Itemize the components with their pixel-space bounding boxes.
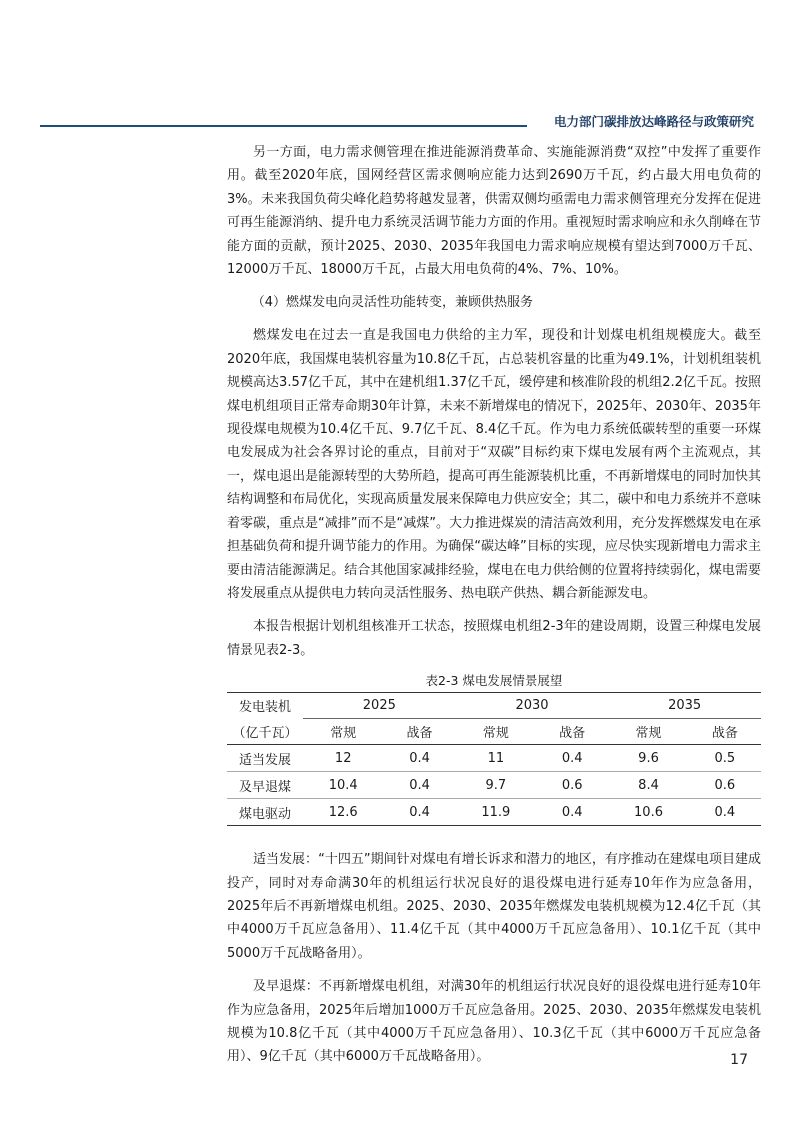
table-cell: 0.4 <box>383 772 455 799</box>
coal-scenario-table <box>227 692 761 826</box>
table-cell: 10.6 <box>608 799 688 826</box>
table-subcol-header: 战备 <box>689 719 761 745</box>
paragraph-scenarios-intro: 本报告根据计划机组核准开工状态，按照煤电机组2-3年的建设周期，设置三种煤电发展情景见表2-3。 <box>227 619 761 658</box>
table-subcol-header: 常规 <box>303 719 383 745</box>
table-cell: 0.4 <box>536 799 608 826</box>
table-cell: 9.6 <box>608 745 688 772</box>
page-number: 17 <box>730 1052 748 1068</box>
table-row-label: 及早退煤 <box>227 772 303 799</box>
table-cell: 0.4 <box>383 745 455 772</box>
header-rule <box>40 125 527 127</box>
table-year-header: 2035 <box>608 693 761 719</box>
table-cell: 0.6 <box>689 772 761 799</box>
table-subcol-header: 常规 <box>608 719 688 745</box>
page-body <box>227 141 761 1069</box>
table-row-label: 煤电驱动 <box>227 799 303 826</box>
table-year-header: 2025 <box>303 693 456 719</box>
table-cell: 9.7 <box>456 772 536 799</box>
table-head-unit: （亿千瓦） <box>232 725 298 741</box>
table-cell: 12 <box>303 745 383 772</box>
paragraph-demand-side: 另一方面，电力需求侧管理在推进能源消费革命、实施能源消费“双控”中发挥了重要作用。截至2020年底，国网经营区需求侧响应能力达到2690万千瓦，约占最大用电负荷的3%。未来我国负荷尖峰化趋势将越发显著，供需双侧均亟需电力需求侧管理充分发挥在促进可再生能源消纳、提升电力系统灵活调节能力方面的作用。重视短时需求响应和永久削峰在节能方面的贡献，预计2025、2030、2035年我国电力需求响应规模有望达到7000万千瓦、12000万千瓦、18000万千瓦，占最大用电负荷的4%、7%、10%。 <box>227 145 761 278</box>
paragraph-coal-power: 燃煤发电在过去一直是我国电力供给的主力军，现役和计划煤电机组规模庞大。截至2020年底，我国煤电装机容量为10.8亿千瓦，占总装机容量的比重为49.1%，计划机组装机规模高达3.57亿千瓦，其中在建机组1.37亿千瓦，缓停建和核准阶段的机组2.2亿千瓦。按照煤电机组项目正常寿命期30年计算，未来不新增煤电的情况下，2025年、2030年、2035年现役煤电规模为10.4亿千瓦、9.7亿千瓦、8.4亿千瓦。作为电力系统低碳转型的重要一环煤电发展成为社会各界讨论的重点，目前对于“双碳”目标约束下煤电发展有两个主流观点，其一，煤电退出是能源转型的大势所趋，提高可再生能源装机比重，不再新增煤电的同时加快其结构调整和布局优化，实现高质量发展来保障电力供应安全；其二，碳中和电力系统并不意味着零碳，重点是“减排”而不是“减煤”。大力推进煤炭的清洁高效利用，充分发挥燃煤发电在承担基础负荷和提升调节能力的作用。为确保“碳达峰”目标的实现，应尽快实现新增电力需求主要由清洁能源满足。结合其他国家减排经验，煤电在电力供给侧的位置将持续弱化，煤电需要将发展重点从提供电力转向灵活性服务、热电联产供热、耦合新能源发电。 <box>227 328 761 601</box>
table-cell: 0.4 <box>383 799 455 826</box>
running-header-title: 电力部门碳排放达峰路径与政策研究 <box>553 114 754 129</box>
table-caption: 表2-3 煤电发展情景展望 <box>425 673 563 689</box>
table-subcol-header: 战备 <box>383 719 455 745</box>
paragraph-scenario-early-exit: 及早退煤：不再新增煤电机组，对满30年的机组运行状况良好的退役煤电进行延寿10年作为应急备用，2025年后增加1000万千瓦应急备用。2025、2030、2035年燃煤发电装机规模为10.8亿千瓦（其中4000万千瓦应急备用）、10.3亿千瓦（其中6000万千瓦应急备用）、9亿千瓦（其中6000万千瓦战略备用）。 <box>227 979 761 1065</box>
table-cell: 12.6 <box>303 799 383 826</box>
table-cell: 0.5 <box>689 745 761 772</box>
table-cell: 10.4 <box>303 772 383 799</box>
table-cell: 11 <box>456 745 536 772</box>
table-cell: 0.6 <box>536 772 608 799</box>
table-cell: 0.4 <box>689 799 761 826</box>
table-cell: 8.4 <box>608 772 688 799</box>
table-subcol-header: 常规 <box>456 719 536 745</box>
table-row <box>227 745 761 772</box>
table-row-label: 适当发展 <box>227 745 303 772</box>
table-row <box>227 772 761 799</box>
table-cell: 0.4 <box>536 745 608 772</box>
table-subheader-row <box>227 719 761 745</box>
table-row <box>227 799 761 826</box>
table-year-header: 2030 <box>456 693 609 719</box>
table-header-row <box>227 693 761 719</box>
section-heading-coal: （4）燃煤发电向灵活性功能转变，兼顾供热服务 <box>251 295 533 311</box>
table-cell: 11.9 <box>456 799 536 826</box>
paragraph-scenario-moderate: 适当发展：“十四五”期间针对煤电有增长诉求和潜力的地区，有序推动在建煤电项目建成投产，同时对寿命满30年的机组运行状况良好的退役煤电进行延寿10年作为应急备用，2025年后不再新增煤电机组。2025、2030、2035年燃煤发电装机规模为12.4亿千瓦（其中4000万千瓦应急备用）、11.4亿千瓦（其中4000万千瓦应急备用）、10.1亿千瓦（其中5000万千瓦战略备用）。 <box>227 852 761 961</box>
table-head-label: 发电装机 <box>227 693 303 719</box>
table-subcol-header: 战备 <box>536 719 608 745</box>
